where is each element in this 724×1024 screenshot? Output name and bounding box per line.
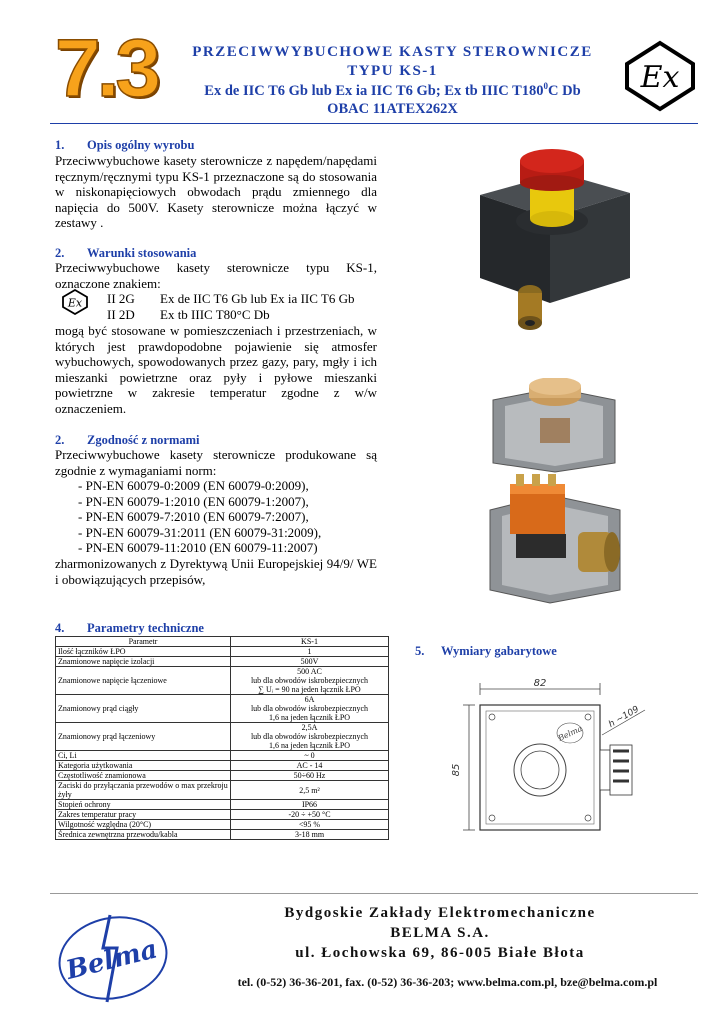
table-row <box>56 761 389 771</box>
dimension-drawing <box>445 675 665 855</box>
table-row <box>56 667 389 695</box>
param-name-cell: Znamionowe napięcie łączeniowe <box>56 667 231 695</box>
company-address: ul. Łochowska 69, 86-005 Białe Błota <box>295 945 585 961</box>
photo-switch-insert <box>480 470 630 605</box>
company-contact: tel. (0-52) 36-36-201, fax. (0-52) 36-36-203; www.belma.com.pl, bze@belma.com.pl <box>237 975 658 989</box>
param-value-cell: 2,5 m² <box>231 781 389 800</box>
svg-text:Belma: Belma <box>63 934 161 986</box>
table-row <box>56 820 389 830</box>
param-name-cell: Znamionowe napięcie izolacji <box>56 657 231 667</box>
param-name-cell: Znamionowy prąd łączeniowy <box>56 723 231 751</box>
param-value-cell: 3-18 mm <box>231 830 389 840</box>
section-5-title: 5. Wymiary gabarytowe <box>415 644 557 658</box>
param-value-cell: <95 % <box>231 820 389 830</box>
title-line-3: Ex de IIC T6 Gb lub Ex ia IIC T6 Gb; Ex tb IIIC $T180^0C$ Db <box>204 81 581 99</box>
table-row <box>56 723 389 751</box>
section-4-title: 4. Parametry techniczne <box>55 621 204 635</box>
footer-divider <box>50 893 698 894</box>
section-2-text: mogą być stosowane w pomieszczeniach i przestrzeniach, w których jest prawdopodobne pojawienie się atmosfer wybuchowych, spowodowanych przez gazy, pary, mgły i ich mieszanki powietrzne oraz pyły i pyłowe mieszanki powietrzne w zakresie temperatur zgodne z w/w oznaczeniem. <box>55 323 377 416</box>
param-value-cell: ~ 0 <box>231 751 389 761</box>
table-row <box>56 695 389 723</box>
param-value-cell: 500 AC lub dla obwodów iskrobezpiecznych ∑ Uᵢ = 90 na jeden łącznik ŁPO <box>231 667 389 695</box>
company-name-2: BELMA S.A. <box>390 925 490 941</box>
table-row <box>56 800 389 810</box>
ex-mark-icon <box>61 289 89 315</box>
title-line-2: TYPU KS-1 <box>347 63 438 79</box>
param-name-cell: Ci, Li <box>56 751 231 761</box>
norm-item: - PN-EN 60079-0:2009 (EN 60079-0:2009), <box>78 478 398 494</box>
ex-atex-logo <box>622 40 698 112</box>
param-name-cell: Znamionowy prąd ciągły <box>56 695 231 723</box>
header-divider <box>50 123 698 124</box>
param-name-cell: Zaciski do przyłączania przewodów o max przekroju żyły <box>56 781 231 800</box>
section-number: 7.3 <box>55 23 157 114</box>
section-2-title: 2. Warunki stosowania <box>55 246 197 260</box>
svg-text:82: 82 <box>533 678 547 689</box>
table-row <box>56 781 389 800</box>
belma-logo <box>55 910 170 1005</box>
param-name-cell: Wilgotność względna (20°C) <box>56 820 231 830</box>
company-name: Bydgoskie Zakłady Elektromechaniczne <box>284 905 596 921</box>
svg-text:Ex: Ex <box>67 296 83 310</box>
svg-text:h ~109: h ~109 <box>607 704 641 730</box>
param-name-cell: Parametr <box>56 637 231 647</box>
section-1-text: Przeciwwybuchowe kasety sterownicze z napędem/napędami ręcznym/ręcznymi typu KS-1 przeznaczone są do stosowania w niskonapięciowych obwodach prądu zmiennego dla napięcia do 500V. Kasety sterownicze można łączyć w zestawy . <box>55 153 377 230</box>
mark-row-dust: II 2D Ex tb IIIC T80°C Db <box>107 307 270 322</box>
param-value-cell: 500V <box>231 657 389 667</box>
mark-row-gas: II 2G Ex de IIC T6 Gb lub Ex ia IIC T6 Gb <box>107 291 355 306</box>
table-row <box>56 751 389 761</box>
param-value-cell: -20 ÷ +50 °C <box>231 810 389 820</box>
param-name-cell: Kategoria użytkowania <box>56 761 231 771</box>
table-row <box>56 830 389 840</box>
table-header-row <box>56 637 389 647</box>
param-value-cell: KS-1 <box>231 637 389 647</box>
param-value-cell: 2,5A lub dla obwodów iskrobezpiecznych 1,6 na jeden łącznik ŁPO <box>231 723 389 751</box>
param-value-cell: AC - 14 <box>231 761 389 771</box>
photo-control-box <box>470 143 645 343</box>
param-value-cell: 1 <box>231 647 389 657</box>
svg-text:Ex: Ex <box>640 60 680 95</box>
table-row <box>56 647 389 657</box>
svg-text:85: 85 <box>451 763 462 777</box>
param-name-cell: Stopień ochrony <box>56 800 231 810</box>
param-value-cell: IP66 <box>231 800 389 810</box>
table-row <box>56 810 389 820</box>
section-2-intro: Przeciwwybuchowe kasety sterownicze typu KS-1, oznaczone znakiem: <box>55 260 377 291</box>
norm-item: - PN-EN 60079-31:2011 (EN 60079-31:2009), <box>78 525 398 541</box>
param-name-cell: Zakres temperatur pracy <box>56 810 231 820</box>
section-3-title: 2. Zgodność z normami <box>55 433 200 447</box>
param-name-cell: Częstotliwość znamionowa <box>56 771 231 781</box>
param-name-cell: Ilość łączników ŁPO <box>56 647 231 657</box>
norms-list <box>60 478 398 556</box>
param-value-cell: 6A lub dla obwodów iskrobezpiecznych 1,6 na jeden łącznik ŁPO <box>231 695 389 723</box>
svg-text:Belma: Belma <box>556 723 584 743</box>
norm-item: - PN-EN 60079-1:2010 (EN 60079-1:2007), <box>78 494 398 510</box>
table-row <box>56 657 389 667</box>
title-line-4: OBAC 11ATEX262X <box>327 101 458 117</box>
parameters-table <box>55 636 389 840</box>
norm-item: - PN-EN 60079-11:2010 (EN 60079-11:2007) <box>78 540 398 556</box>
section-3-outro: zharmonizowanych z Dyrektywą Unii Europejskiej 94/9/ WE i obowiązujących przepisów, <box>55 556 377 587</box>
param-name-cell: Średnica zewnętrzna przewodu/kabla <box>56 830 231 840</box>
section-3-intro: Przeciwwybuchowe kasety sterownicze produkowane są zgodnie z wymaganiami norm: <box>55 447 377 478</box>
param-value-cell: 50÷60 Hz <box>231 771 389 781</box>
section-1-title: 1. Opis ogólny wyrobu <box>55 138 195 152</box>
photo-open-enclosure <box>485 378 635 473</box>
table-row <box>56 771 389 781</box>
title-line-1: PRZECIWWYBUCHOWE KASTY STEROWNICZE <box>192 44 593 60</box>
norm-item: - PN-EN 60079-7:2010 (EN 60079-7:2007), <box>78 509 398 525</box>
